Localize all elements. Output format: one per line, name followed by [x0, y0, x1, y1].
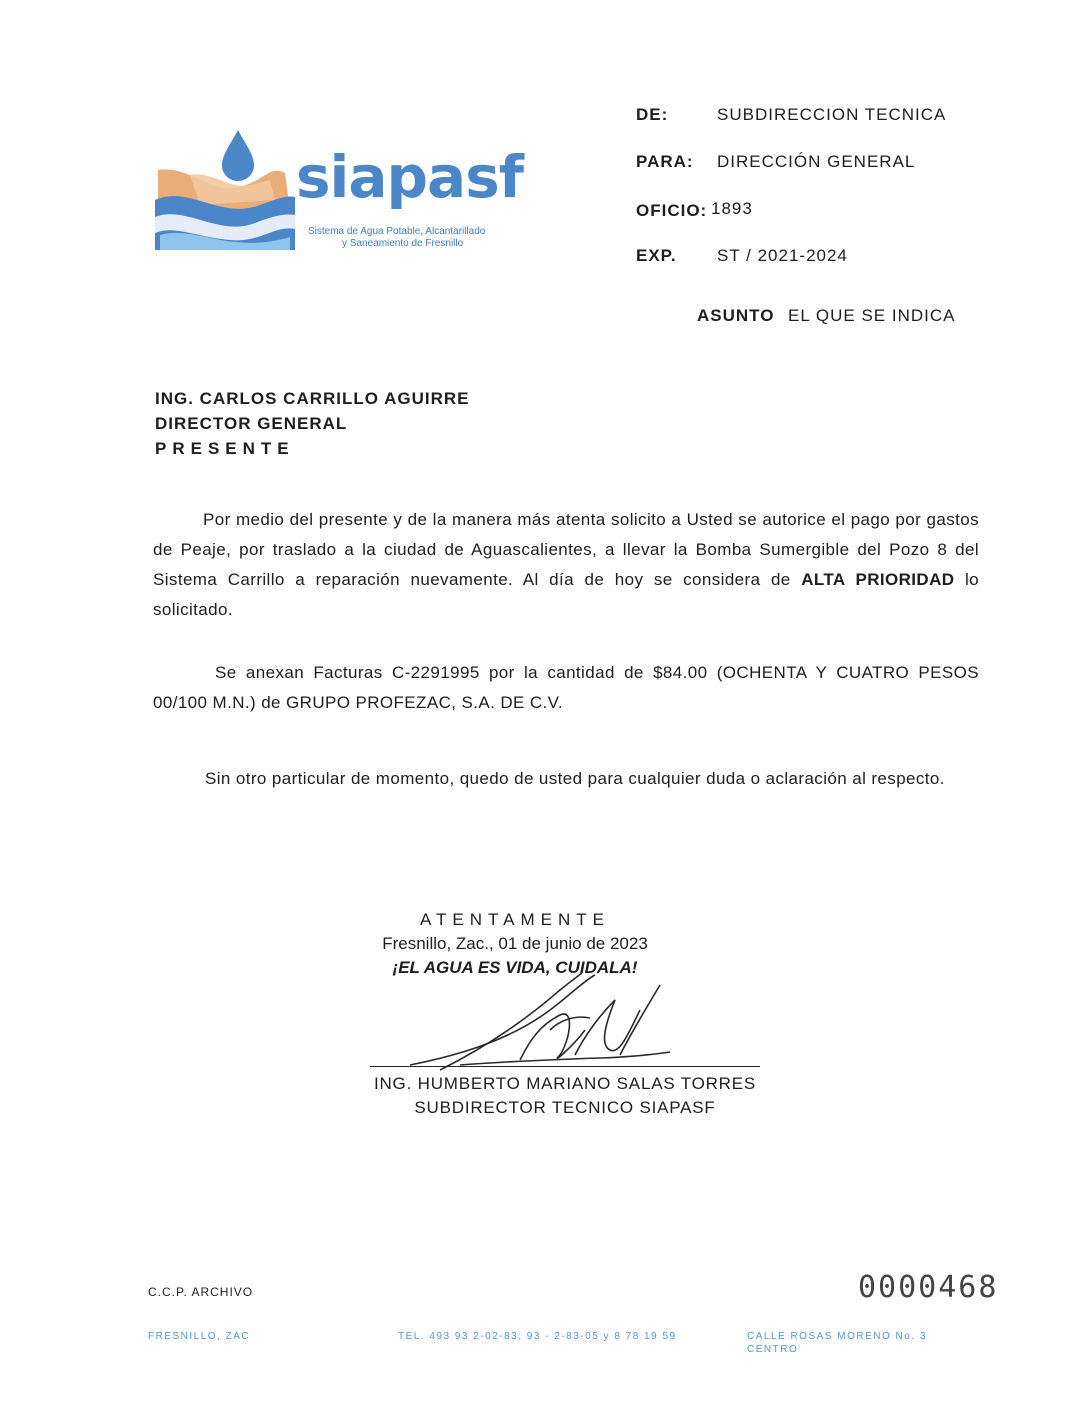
signature-line: [370, 1066, 760, 1067]
oficio-label: OFICIO:: [636, 201, 708, 220]
p1-text-1: Por medio del presente y de la manera más atenta solicito a Usted se autorice el pago por gastos de Peaje, por traslado a la ciudad de Aguascalientes, a llevar la Bomba Sumergible del Pozo 8 del Sistema Carrillo a reparación nuevamente. Al día de hoy se considera de: [153, 510, 979, 589]
body-paragraph-3: Sin otro particular de momento, quedo de usted para cualquier duda o aclaración al respecto.: [205, 769, 945, 788]
addressee-name: ING. CARLOS CARRILLO AGUIRRE: [155, 389, 470, 408]
logo-wordmark: siapasf: [296, 143, 523, 211]
de-label: DE:: [636, 105, 669, 124]
p1-text-2: lo solicitado.: [153, 570, 980, 619]
motto: ¡EL AGUA ES VIDA, CUIDALA!: [392, 958, 638, 977]
footer-phones: TEL. 493 93 2-02-83, 93 - 2-83-05 y 8 78 19 59: [398, 1331, 677, 1342]
de-value: SUBDIRECCION TECNICA: [717, 105, 947, 124]
footer-address-line1: CALLE ROSAS MORENO No. 3: [747, 1331, 927, 1342]
para-label: PARA:: [636, 152, 694, 171]
asunto-value: EL QUE SE INDICA: [788, 306, 956, 325]
place-date: Fresnillo, Zac., 01 de junio de 2023: [382, 934, 648, 953]
presente-label: PRESENTE: [155, 439, 295, 458]
p1-priority: ALTA PRIORIDAD: [801, 570, 955, 589]
oficio-value: 1893: [711, 199, 753, 218]
asunto-label: ASUNTO: [697, 306, 775, 325]
addressee-title: DIRECTOR GENERAL: [155, 414, 348, 433]
body-paragraph-2: Se anexan Facturas C-2291995 por la cantidad de $84.00 (OCHENTA Y CUATRO PESOS 00/100 M.N.) de GRUPO PROFEZAC, S.A. DE C.V.: [153, 663, 979, 712]
signer-name: ING. HUMBERTO MARIANO SALAS TORRES: [373, 1074, 757, 1093]
folio-number: 0000468: [858, 1270, 999, 1305]
body-paragraph-1: [153, 505, 979, 625]
footer-address-line2: CENTRO: [747, 1344, 799, 1355]
signer-title: SUBDIRECTOR TECNICO SIAPASF: [414, 1098, 716, 1117]
ccp-archivo: C.C.P. ARCHIVO: [148, 1285, 254, 1299]
atentamente-label: ATENTAMENTE: [419, 910, 611, 929]
footer-city: FRESNILLO, ZAC: [148, 1331, 251, 1342]
logo-subtitle-line1: Sistema de Agua Potable, Alcantarillado: [308, 226, 486, 237]
exp-label: EXP.: [636, 246, 677, 265]
logo-subtitle-line2: y Saneamiento de Fresnillo: [342, 238, 464, 249]
exp-value: ST / 2021-2024: [717, 246, 848, 265]
para-value: DIRECCIÓN GENERAL: [717, 152, 916, 171]
signature-image: [400, 970, 700, 1080]
